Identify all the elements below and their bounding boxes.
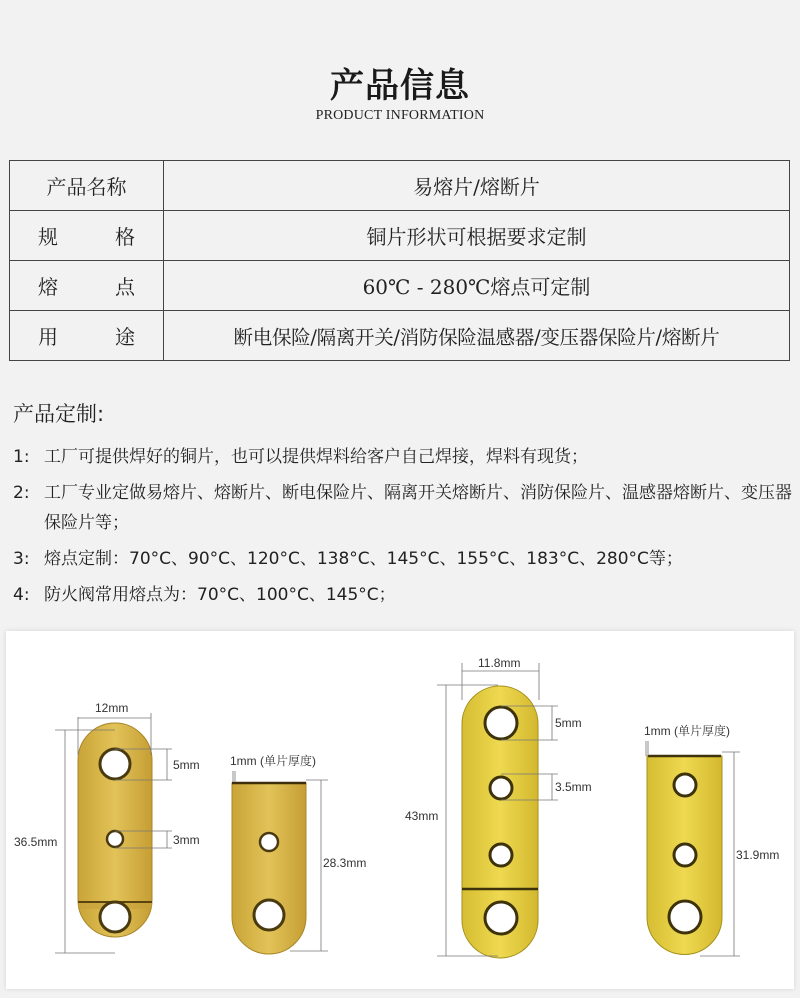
item-number: 4: [13,585,30,605]
table-row [10,311,790,361]
customization-heading: 产品定制: [13,402,105,426]
item-text: 工厂可提供焊好的铜片，也可以提供焊料给客户自己焊接，焊料有现货； [44,447,588,467]
item-text: 防火阀常用熔点为：70°C、100°C、145°C； [44,585,396,605]
item-number: 1: [13,447,30,467]
list-item [13,580,798,610]
page-subtitle: PRODUCT INFORMATION [315,108,485,123]
row-key-part: 规 [38,225,58,249]
item-number: 3: [13,549,30,569]
row-key-part: 熔 [38,275,58,299]
row-value: 易熔片/熔断片 [164,161,790,211]
row-value: 铜片形状可根据要求定制 [164,211,790,261]
right-hole-small-label: 3.5mm [555,780,592,794]
left-single-height-label: 28.3mm [323,856,367,870]
item-text: 工厂专业定做易熔片、熔断片、断电保险片、隔离开关熔断片、消防保险片、温感器熔断片、变压器保险片等； [44,483,792,533]
item-text: 熔点定制：70°C、90°C、120°C、138°C、145°C、155°C、183°C、280°C等； [44,549,683,569]
left-height-label: 36.5mm [14,835,58,849]
right-thickness-label: 1mm (单片厚度) [644,724,730,738]
row-key [10,311,164,361]
right-width-label: 11.8mm [478,656,521,670]
row-key [10,211,164,261]
row-key [10,261,164,311]
left-assembled-fuse [78,723,152,937]
row-key-part: 途 [115,325,135,349]
table-row [10,211,790,261]
list-item [13,442,798,472]
list-item [13,544,798,574]
row-value: 断电保险/隔离开关/消防保险温感器/变压器保险片/熔断片 [164,311,790,361]
row-value: 60℃ - 280℃熔点可定制 [164,261,790,311]
left-thickness-label: 1mm (单片厚度) [230,754,316,768]
product-info-table [9,160,790,361]
table-row [10,261,790,311]
row-key-part: 用 [38,325,58,349]
dimension-diagram [6,631,794,989]
dimension-diagram-card [6,631,794,989]
right-height-label: 43mm [405,809,439,823]
list-item [13,478,798,538]
row-key-part: 格 [115,225,135,249]
left-single-fuse [232,783,306,954]
right-single-height-label: 31.9mm [736,848,780,862]
item-number: 2: [13,483,30,503]
right-assembled-fuse [462,686,538,958]
left-width-label: 12mm [95,701,129,715]
right-single-fuse [647,756,722,955]
right-hole-large-label: 5mm [555,716,582,730]
left-hole-small-label: 3mm [173,833,200,847]
customization-section [13,398,798,616]
page-title: 产品信息 [330,66,470,106]
row-key: 产品名称 [10,161,164,211]
table-row [10,161,790,211]
row-key-part: 点 [115,275,135,299]
left-hole-large-label: 5mm [173,758,200,772]
